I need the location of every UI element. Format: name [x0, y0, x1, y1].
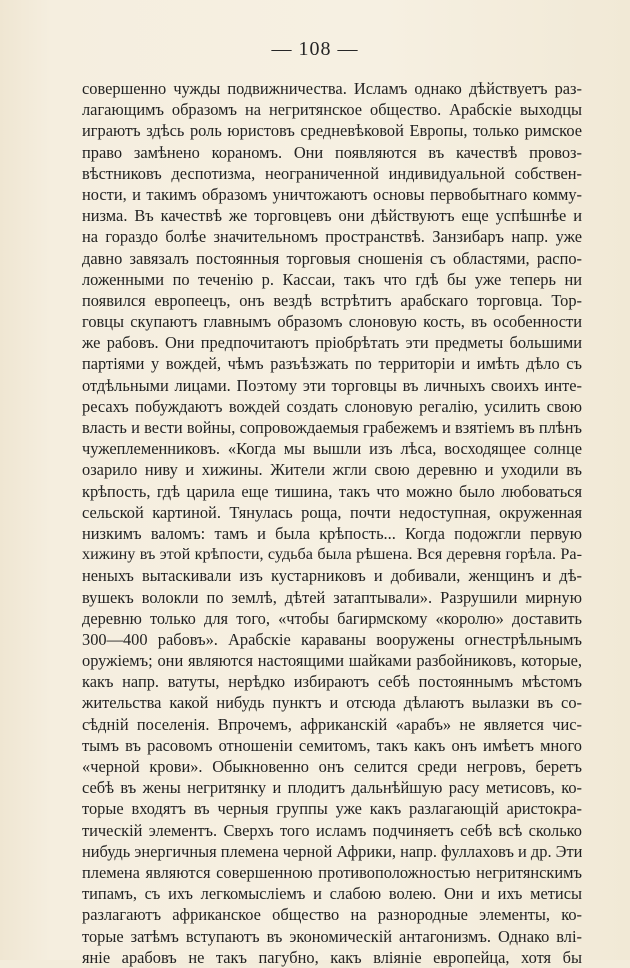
body-text: [82, 78, 582, 968]
text-line: 300—400 рабовъ». Арабскіе караваны вооружены огнестрѣльнымъ: [82, 629, 582, 649]
text-line: яніе арабовъ не такъ пагубно, какъ вліяніе европейца, хотя бы: [82, 947, 582, 967]
text-line: нибудь энергичныя племена черной Африки, напр. фуллаховъ и др. Эти: [82, 841, 582, 861]
text-line: совершенно чужды подвижничества. Исламъ однако дѣйствуетъ раз-: [82, 79, 582, 98]
text-line: себѣ въ жены негритянку и плодитъ дальнѣйшую расу метисовъ, ко-: [82, 778, 582, 798]
text-line: чужеплеменниковъ. «Когда мы вышли изъ лѣса, восходящее солнце: [82, 439, 582, 459]
text-line: какъ напр. ватуты, нерѣдко избираютъ себѣ постояннымъ мѣстомъ: [82, 672, 582, 692]
text-line: деревню только для того, «чтобы багирмскому «королю» доставить: [82, 608, 582, 628]
text-line: жительства какой нибудь пунктъ и отсюда дѣлаютъ вылазки въ со-: [82, 693, 582, 713]
text-line: тическій элементъ. Сверхъ того исламъ подчиняетъ себѣ всѣ сколько: [82, 820, 582, 840]
page-number: — 108 —: [271, 38, 359, 60]
text-line: племена являются совершенною противоположностью негритянскимъ: [82, 862, 582, 882]
text-line: типамъ, съ ихъ легкомысліемъ и слабою волею. Они и ихъ метисы: [82, 884, 582, 904]
text-line: ложенными по теченію р. Кассаи, такъ что гдѣ бы уже теперь ни: [82, 269, 582, 289]
text-line: отдѣльными лицами. Поэтому эти торговцы въ личныхъ своихъ инте-: [82, 375, 582, 395]
text-line: же рабовъ. Они предпочитаютъ пріобрѣтать эти предметы большими: [82, 333, 582, 353]
text-line: играютъ здѣсь роль юристовъ средневѣковой Европы, только римское: [82, 121, 582, 141]
text-line: вѣстниковъ деспотизма, неограниченной индивидуальной собствен-: [82, 163, 582, 183]
text-line: на гораздо болѣе значительномъ пространствѣ. Занзибаръ напр. уже: [82, 227, 582, 247]
text-line: сельской картиной. Тянулась роща, почти недоступная, окруженная: [82, 502, 582, 522]
text-line: низма. Въ качествѣ же торговцевъ они дѣйствуютъ еще успѣшнѣе и: [82, 206, 582, 226]
text-line: ресахъ побуждаютъ вождей создать слоновую регалію, усилить свою: [82, 396, 582, 416]
text-line: хижину въ этой крѣпости, судьба была рѣшена. Вся деревня горѣла. Ра-: [82, 545, 582, 564]
text-line: торые входятъ въ черныя группы уже какъ разлагающій аристокра-: [82, 799, 582, 819]
text-line: партіями у вождей, чѣмъ разъѣзжать по территоріи и имѣть дѣло съ: [82, 354, 582, 374]
text-line: говцы скупаютъ главнымъ образомъ слоновую кость, въ особенности: [82, 312, 582, 332]
text-line: крѣпость, гдѣ царила еще тишина, такъ что можно было любоваться: [82, 481, 582, 501]
text-line: низкимъ валомъ: тамъ и была крѣпость... Когда подожгли первую: [82, 523, 582, 543]
text-line: сѣдній поселенія. Впрочемъ, африканскій «арабъ» не является чис-: [82, 714, 582, 734]
text-line: ности, и такимъ образомъ уничтожаютъ основы первобытнаго комму-: [82, 184, 582, 204]
text-line: вушекъ волокли по землѣ, дѣтей затаптывали». Разрушили мирную: [82, 587, 582, 607]
text-line: разлагаютъ африканское общество на разнородные элементы, ко-: [82, 905, 582, 925]
text-line: оружіемъ; они являются настоящими шайками разбойниковъ, которые,: [82, 651, 582, 671]
text-line: лагающимъ образомъ на негритянское общество. Арабскіе выходцы: [82, 100, 582, 120]
text-line: тымъ въ расовомъ отношеніи семитомъ, такъ какъ онъ имѣетъ много: [82, 735, 582, 755]
text-line: власть и вести войны, сопровождаемыя грабежемъ и взятіемъ въ плѣнъ: [82, 418, 582, 437]
text-line: торые затѣмъ вступаютъ въ экономическій антагонизмъ. Однако влі-: [82, 926, 582, 946]
text-line: озарило ниву и хижины. Жители жгли свою деревню и уходили въ: [82, 460, 582, 480]
text-line: право замѣнено кораномъ. Они появляются въ качествѣ провоз-: [82, 142, 582, 162]
text-line: появился европеецъ, онъ вездѣ встрѣтитъ арабскаго торговца. Тор-: [82, 290, 582, 310]
text-line: «черной крови». Обыкновенно онъ селится среди негровъ, беретъ: [82, 757, 582, 776]
text-line: давно завязалъ постоянныя торговыя сношенія съ областями, распо-: [82, 248, 582, 268]
text-line: неныхъ вытаскивали изъ кустарниковъ и добивали, женщинъ и дѣ-: [82, 566, 582, 586]
